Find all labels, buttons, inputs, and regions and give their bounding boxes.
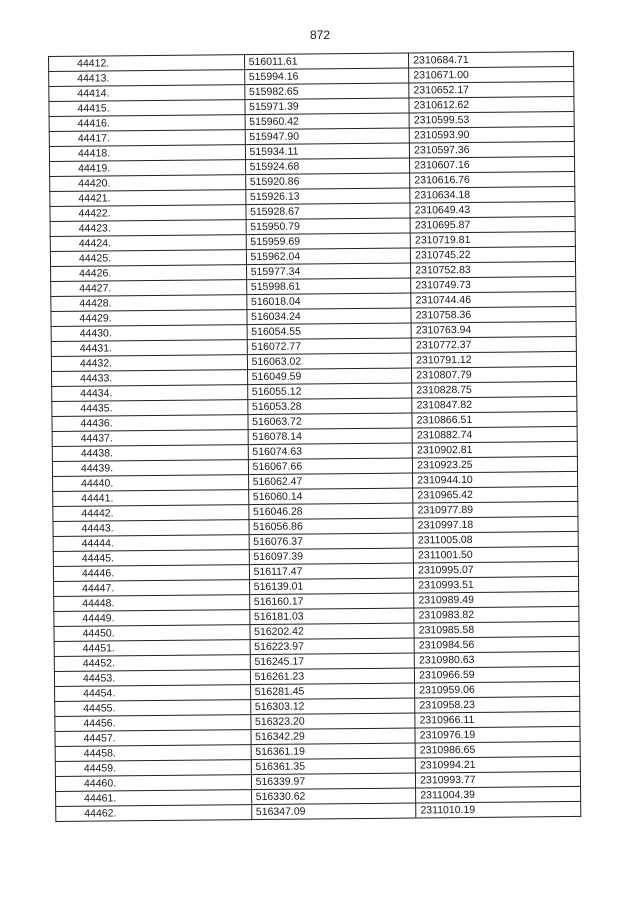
northing-cell: 2310828.75	[412, 381, 577, 398]
easting-cell: 516117.47	[249, 563, 414, 580]
easting-cell: 516056.86	[249, 518, 414, 535]
easting-cell: 516011.61	[244, 53, 409, 70]
northing-cell: 2310993.51	[414, 576, 579, 593]
northing-cell: 2310993.77	[416, 771, 581, 788]
northing-cell: 2310976.19	[415, 726, 580, 743]
easting-cell: 515977.34	[246, 263, 411, 280]
easting-cell: 516202.42	[250, 623, 415, 640]
easting-cell: 516018.04	[246, 293, 411, 310]
point-id-cell: 44455.	[55, 700, 251, 717]
point-id-cell: 44452.	[54, 655, 250, 672]
point-id-cell: 44450.	[54, 625, 250, 642]
easting-cell: 516139.01	[249, 578, 414, 595]
point-id-cell: 44423.	[50, 220, 246, 237]
easting-cell: 516323.20	[250, 713, 415, 730]
northing-cell: 2310994.21	[415, 756, 580, 773]
easting-cell: 516223.97	[250, 638, 415, 655]
point-id-cell: 44442.	[53, 505, 249, 522]
northing-cell: 2310984.56	[414, 636, 579, 653]
northing-cell: 2310966.11	[415, 711, 580, 728]
point-id-cell: 44446.	[53, 565, 249, 582]
point-id-cell: 44430.	[51, 325, 247, 342]
northing-cell: 2310983.82	[414, 606, 579, 623]
point-id-cell: 44462.	[56, 805, 252, 822]
easting-cell: 516074.63	[248, 443, 413, 460]
northing-cell: 2311005.08	[413, 531, 578, 548]
northing-cell: 2310977.89	[413, 501, 578, 518]
northing-cell: 2310607.16	[410, 156, 575, 173]
point-id-cell: 44440.	[53, 475, 249, 492]
point-id-cell: 44438.	[52, 445, 248, 462]
northing-cell: 2310997.18	[413, 516, 578, 533]
point-id-cell: 44415.	[49, 100, 245, 117]
northing-cell: 2310791.12	[412, 351, 577, 368]
point-id-cell: 44447.	[54, 580, 250, 597]
northing-cell: 2310744.46	[411, 291, 576, 308]
northing-cell: 2310772.37	[411, 336, 576, 353]
northing-cell: 2310597.36	[410, 141, 575, 158]
easting-cell: 515998.61	[246, 278, 411, 295]
easting-cell: 516361.19	[251, 743, 416, 760]
northing-cell: 2310652.17	[409, 81, 574, 98]
easting-cell: 516330.62	[251, 788, 416, 805]
northing-cell: 2310980.63	[414, 651, 579, 668]
northing-cell: 2310671.00	[409, 66, 574, 83]
easting-cell: 516339.97	[251, 773, 416, 790]
point-id-cell: 44443.	[53, 520, 249, 537]
point-id-cell: 44428.	[51, 295, 247, 312]
point-id-cell: 44425.	[50, 250, 246, 267]
point-id-cell: 44457.	[55, 730, 251, 747]
northing-cell: 2310847.82	[412, 396, 577, 413]
easting-cell: 516361.35	[251, 758, 416, 775]
easting-cell: 515950.79	[246, 218, 411, 235]
northing-cell: 2310593.90	[409, 126, 574, 143]
easting-cell: 516342.29	[251, 728, 416, 745]
northing-cell: 2310599.53	[409, 111, 574, 128]
point-id-cell: 44444.	[53, 535, 249, 552]
point-id-cell: 44429.	[51, 310, 247, 327]
coordinate-table-body	[49, 51, 581, 821]
northing-cell: 2310634.18	[410, 186, 575, 203]
easting-cell: 516062.47	[248, 473, 413, 490]
point-id-cell: 44416.	[49, 115, 245, 132]
point-id-cell: 44417.	[49, 130, 245, 147]
northing-cell: 2310807.79	[412, 366, 577, 383]
point-id-cell: 44418.	[49, 145, 245, 162]
point-id-cell: 44437.	[52, 430, 248, 447]
point-id-cell: 44456.	[55, 715, 251, 732]
easting-cell: 515959.69	[246, 233, 411, 250]
easting-cell: 515971.39	[245, 98, 410, 115]
point-id-cell: 44422.	[50, 205, 246, 222]
northing-cell: 2310902.81	[412, 441, 577, 458]
point-id-cell: 44439.	[52, 460, 248, 477]
easting-cell: 515926.13	[245, 188, 410, 205]
easting-cell: 516181.03	[249, 608, 414, 625]
northing-cell: 2311001.50	[413, 546, 578, 563]
point-id-cell: 44459.	[55, 760, 251, 777]
northing-cell: 2310989.49	[414, 591, 579, 608]
point-id-cell: 44445.	[53, 550, 249, 567]
northing-cell: 2310649.43	[410, 201, 575, 218]
easting-cell: 516160.17	[249, 593, 414, 610]
point-id-cell: 44453.	[54, 670, 250, 687]
point-id-cell: 44427.	[51, 280, 247, 297]
northing-cell: 2310695.87	[410, 216, 575, 233]
point-id-cell: 44420.	[50, 175, 246, 192]
point-id-cell: 44432.	[51, 355, 247, 372]
point-id-cell: 44451.	[54, 640, 250, 657]
page-number: 872	[309, 28, 331, 42]
easting-cell: 515960.42	[245, 113, 410, 130]
point-id-cell: 44413.	[49, 70, 245, 87]
northing-cell: 2310882.74	[412, 426, 577, 443]
point-id-cell: 44431.	[51, 340, 247, 357]
easting-cell: 515982.65	[244, 83, 409, 100]
easting-cell: 516063.72	[248, 413, 413, 430]
northing-cell: 2310616.76	[410, 171, 575, 188]
point-id-cell: 44454.	[55, 685, 251, 702]
easting-cell: 515994.16	[244, 68, 409, 85]
easting-cell: 516034.24	[247, 308, 412, 325]
easting-cell: 516072.77	[247, 338, 412, 355]
northing-cell: 2310758.36	[411, 306, 576, 323]
easting-cell: 516303.12	[250, 698, 415, 715]
easting-cell: 516281.45	[250, 683, 415, 700]
point-id-cell: 44441.	[53, 490, 249, 507]
northing-cell: 2311010.19	[416, 801, 581, 818]
easting-cell: 515920.86	[245, 173, 410, 190]
easting-cell: 515928.67	[246, 203, 411, 220]
northing-cell: 2310612.62	[409, 96, 574, 113]
easting-cell: 516245.17	[250, 653, 415, 670]
easting-cell: 515934.11	[245, 143, 410, 160]
point-id-cell: 44426.	[51, 265, 247, 282]
point-id-cell: 44421.	[50, 190, 246, 207]
northing-cell: 2310752.83	[411, 261, 576, 278]
easting-cell: 516097.39	[249, 548, 414, 565]
easting-cell: 516261.23	[250, 668, 415, 685]
easting-cell: 515947.90	[245, 128, 410, 145]
easting-cell: 515962.04	[246, 248, 411, 265]
northing-cell: 2310684.71	[409, 51, 574, 68]
point-id-cell: 44436.	[52, 415, 248, 432]
northing-cell: 2310944.10	[413, 471, 578, 488]
northing-cell: 2310986.65	[415, 741, 580, 758]
easting-cell: 516067.66	[248, 458, 413, 475]
point-id-cell: 44434.	[52, 385, 248, 402]
easting-cell: 516049.59	[247, 368, 412, 385]
easting-cell: 516055.12	[247, 383, 412, 400]
northing-cell: 2310923.25	[413, 456, 578, 473]
easting-cell: 516053.28	[247, 398, 412, 415]
northing-cell: 2310985.58	[414, 621, 579, 638]
point-id-cell: 44414.	[49, 85, 245, 102]
northing-cell: 2311004.39	[416, 786, 581, 803]
point-id-cell: 44419.	[50, 160, 246, 177]
northing-cell: 2310965.42	[413, 486, 578, 503]
easting-cell: 516078.14	[248, 428, 413, 445]
point-id-cell: 44412.	[49, 55, 245, 72]
easting-cell: 516076.37	[249, 533, 414, 550]
northing-cell: 2310958.23	[415, 696, 580, 713]
point-id-cell: 44448.	[54, 595, 250, 612]
northing-cell: 2310745.22	[411, 246, 576, 263]
point-id-cell: 44458.	[55, 745, 251, 762]
easting-cell: 516063.02	[247, 353, 412, 370]
point-id-cell: 44433.	[52, 370, 248, 387]
northing-cell: 2310749.73	[411, 276, 576, 293]
point-id-cell: 44461.	[56, 790, 252, 807]
easting-cell: 516060.14	[248, 488, 413, 505]
point-id-cell: 44435.	[52, 400, 248, 417]
northing-cell: 2310995.07	[414, 561, 579, 578]
easting-cell: 516046.28	[248, 503, 413, 520]
northing-cell: 2310966.59	[415, 666, 580, 683]
point-id-cell: 44460.	[55, 775, 251, 792]
point-id-cell: 44449.	[54, 610, 250, 627]
coordinate-table	[48, 51, 581, 822]
northing-cell: 2310763.94	[411, 321, 576, 338]
northing-cell: 2310866.51	[412, 411, 577, 428]
northing-cell: 2310959.06	[415, 681, 580, 698]
point-id-cell: 44424.	[50, 235, 246, 252]
easting-cell: 516054.55	[247, 323, 412, 340]
northing-cell: 2310719.81	[410, 231, 575, 248]
easting-cell: 516347.09	[251, 803, 416, 820]
easting-cell: 515924.68	[245, 158, 410, 175]
